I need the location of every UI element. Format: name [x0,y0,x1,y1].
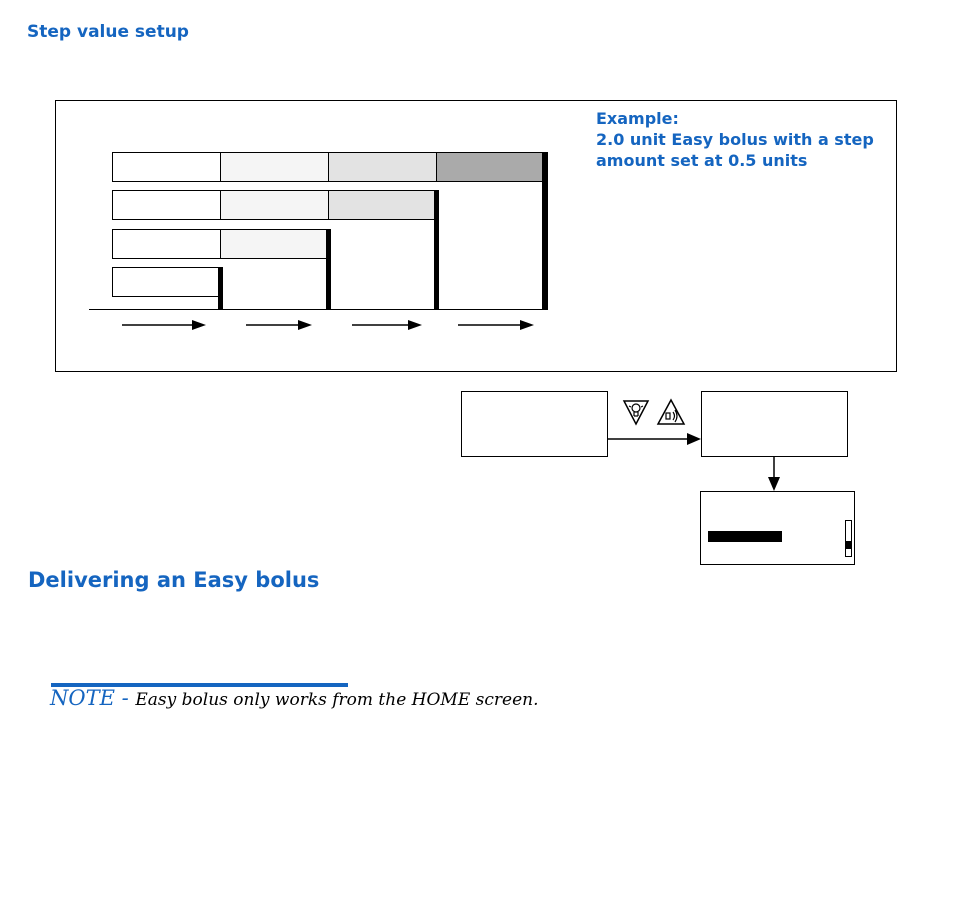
screen-box-next [701,391,848,457]
arrow-right-icon [352,318,426,332]
step-cell [220,229,329,259]
screen-box-progress [700,491,855,565]
step-cell [112,267,221,297]
note-label: NOTE - [50,686,136,710]
scroll-thumb [846,541,851,549]
arrow-right-icon [607,432,703,446]
progress-bar [708,531,782,542]
arrow-right-icon [246,318,316,332]
example-text [596,108,874,171]
sound-triangle-icon [656,398,686,426]
step-bar [218,267,223,310]
note [50,686,539,710]
step-bar [326,229,331,310]
arrow-right-icon [122,318,208,332]
bulb-triangle-icon [622,398,650,426]
step-cell [220,152,329,182]
step-cell [328,190,437,220]
delivering-title: Delivering an Easy bolus [28,568,320,592]
arrow-right-icon [458,318,538,332]
step-cell [112,229,221,259]
note-text: Easy bolus only works from the HOME screen. [135,690,539,710]
step-bar [542,152,548,310]
step-cell [436,152,545,182]
step-cell [220,190,329,220]
baseline [89,309,548,310]
step-cell [112,190,221,220]
arrow-down-icon [767,457,781,493]
screen-box-start [461,391,608,457]
step-cell [328,152,437,182]
example-line-2: 2.0 unit Easy bolus with a step [596,130,874,149]
scroll-indicator [845,520,852,557]
example-line-1: Example: [596,109,679,128]
example-line-3: amount set at 0.5 units [596,151,808,170]
step-cell [112,152,221,182]
section-title: Step value setup [27,22,189,42]
step-bar [434,190,439,310]
